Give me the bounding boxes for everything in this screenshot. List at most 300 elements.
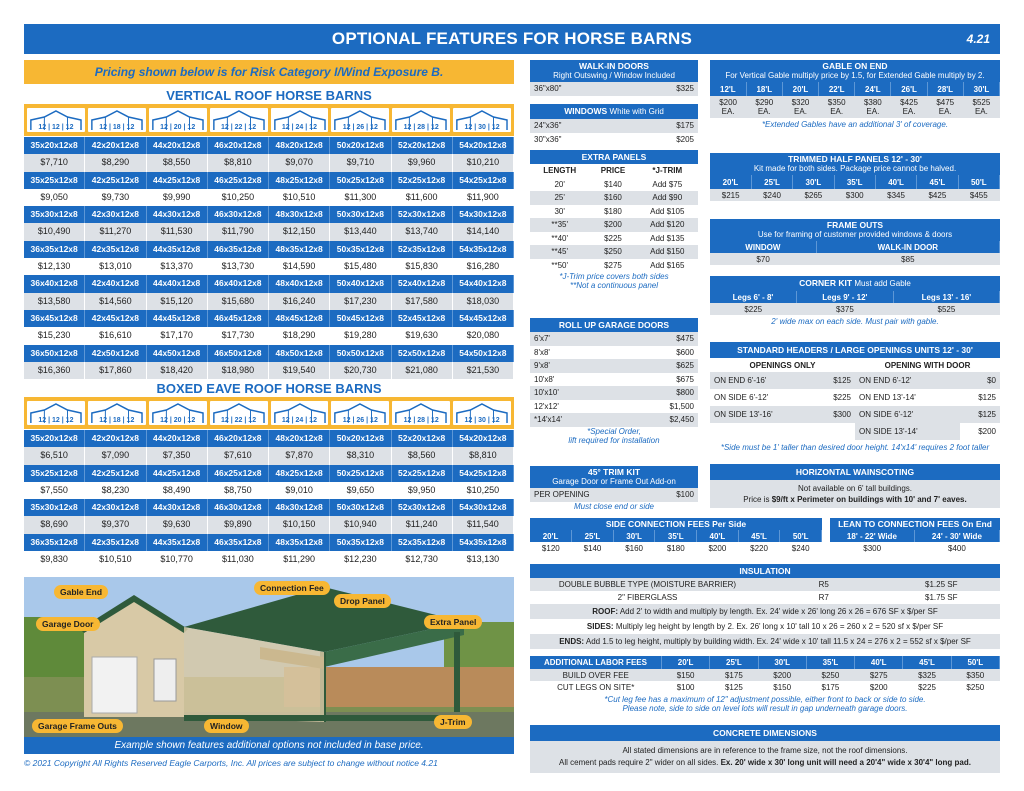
price-cell: $9,650 — [330, 482, 391, 499]
price-row — [24, 362, 514, 379]
table-row — [530, 591, 1000, 604]
table-row — [710, 389, 1000, 406]
size-cell: 42x25x12x8 — [85, 172, 146, 189]
price-cell: $17,580 — [392, 293, 453, 310]
size-cell: 42x20x12x8 — [85, 430, 146, 447]
size-cell: 44x40x12x8 — [147, 275, 208, 292]
size-cell: 50x20x12x8 — [330, 137, 391, 154]
table-cell: 10'x10' — [530, 386, 618, 400]
copyright-notice: © 2021 Copyright All Rights Reserved Eagle Carports, Inc. All prices are subject to change without notice 4.21 — [24, 758, 438, 768]
price-cell: $17,230 — [330, 293, 391, 310]
size-cell: 52x25x12x8 — [392, 172, 453, 189]
table-row — [710, 253, 1000, 265]
size-cell: 50x35x12x8 — [330, 534, 391, 551]
table-row — [530, 245, 698, 259]
price-cell: $20,730 — [330, 362, 391, 379]
price-cell: $16,610 — [85, 327, 146, 344]
table-cell: $200 — [855, 681, 903, 693]
price-cell: $350 EA. — [819, 96, 855, 118]
price-cell: $11,540 — [453, 516, 514, 533]
price-cell: $455 — [958, 189, 999, 201]
size-cell: 44x25x12x8 — [147, 172, 208, 189]
walk-in-doors-table — [530, 60, 698, 96]
price-cell: $11,790 — [208, 223, 269, 240]
size-cell: 42x35x12x8 — [85, 534, 146, 551]
table-cell: Add $165 — [637, 259, 698, 273]
size-cell: 52x35x12x8 — [392, 534, 453, 551]
size-cell: 54x30x12x8 — [453, 499, 514, 516]
table-row — [530, 373, 698, 387]
table-cell: $1,500 — [618, 400, 698, 414]
size-cell: 50x35x12x8 — [330, 241, 391, 258]
trimmed-half-panels-table: TRIMMED HALF PANELS 12' - 30' Kit made for both sides. Package price cannot be halved. 20'L 25'L 30'L 35'L 40'L 45'L 50'L $215 $240 $265 $300 $345 $425 $455 — [710, 153, 1000, 201]
price-cell: $16,240 — [269, 293, 330, 310]
column-header: 24'L — [855, 82, 891, 96]
size-cell: 54x30x12x8 — [453, 206, 514, 223]
table-row — [530, 400, 698, 414]
table-cell: R7 — [765, 591, 883, 604]
size-cell: 48x45x12x8 — [269, 310, 330, 327]
size-cell: 48x30x12x8 — [269, 206, 330, 223]
extra-panels-note: *J-Trim price covers both sides — [559, 272, 669, 281]
price-cell: $11,030 — [208, 551, 269, 568]
price-cell: $70 — [710, 253, 816, 265]
label-extra-panel: Extra Panel — [424, 615, 482, 629]
price-cell: $9,890 — [208, 516, 269, 533]
column-header: 50'L — [951, 656, 999, 669]
barn-width-label: 12 | 20 | 12 — [160, 124, 196, 131]
table-row — [710, 372, 1000, 389]
price-cell: $200 EA. — [710, 96, 746, 118]
column-header: 20'L — [782, 82, 818, 96]
column-header: 20'L — [530, 530, 572, 542]
price-cell: $19,630 — [392, 327, 453, 344]
size-cell: 46x20x12x8 — [208, 137, 269, 154]
price-cell: $215 — [710, 189, 751, 201]
column-header: 35'L — [655, 530, 697, 542]
table-header-row — [710, 358, 1000, 372]
table-row — [710, 423, 1000, 440]
price-cell: $11,240 — [392, 516, 453, 533]
table-cell: $800 — [618, 386, 698, 400]
label-drop-panel: Drop Panel — [334, 594, 391, 608]
size-row — [24, 275, 514, 292]
price-cell: $10,250 — [208, 189, 269, 206]
table-row — [710, 303, 1000, 315]
table-header-row — [710, 175, 1000, 189]
table-cell: 9'x8' — [530, 359, 618, 373]
table-cell: DOUBLE BUBBLE TYPE (MOISTURE BARRIER) — [530, 578, 765, 591]
table-cell: $600 — [618, 346, 698, 360]
table-row — [530, 218, 698, 232]
concrete-dimensions: CONCRETE DIMENSIONS All stated dimensions are in reference to the frame size, not the roof dimensions. All cement pads require 2" wider on all sides. Ex. 20' wide x 30' long unit will need a 20'4" wide x 30'4" long pad. — [530, 725, 1000, 773]
barn-width-label: 12 | 26 | 12 — [342, 124, 378, 131]
price-cell: $525 — [893, 303, 999, 315]
price-cell: $180 — [655, 542, 697, 554]
price-cell: $300 — [834, 189, 875, 201]
size-cell: 44x30x12x8 — [147, 499, 208, 516]
price-cell: $9,830 — [24, 551, 85, 568]
column-header: ADDITIONAL LABOR FEES — [530, 656, 661, 669]
price-row — [24, 258, 514, 275]
size-cell: 46x35x12x8 — [208, 534, 269, 551]
size-cell: 35x25x12x8 — [24, 465, 85, 482]
price-cell: $265 — [793, 189, 834, 201]
column-header: 12'L — [710, 82, 746, 96]
table-cell: ON SIDE 6'-12' — [855, 406, 960, 423]
table-cell: $250 — [951, 681, 999, 693]
column-header: 45'L — [917, 175, 958, 189]
table-cell: $200 — [589, 218, 636, 232]
size-cell: 42x50x12x8 — [85, 345, 146, 362]
table-row — [530, 681, 1000, 693]
size-row — [24, 534, 514, 551]
table-cell: $125 — [710, 681, 758, 693]
size-cell: 54x35x12x8 — [453, 534, 514, 551]
table-row — [530, 119, 698, 133]
size-cell: 36x45x12x8 — [24, 310, 85, 327]
price-cell: $225 — [710, 303, 796, 315]
table-cell: $100 — [661, 681, 709, 693]
label-gable-end: Gable End — [54, 585, 108, 599]
price-cell: $8,550 — [147, 154, 208, 171]
label-garage-door: Garage Door — [36, 617, 100, 631]
table-cell: Add $105 — [637, 205, 698, 219]
size-cell: 50x30x12x8 — [330, 499, 391, 516]
barn-profile-icon — [392, 108, 450, 132]
size-cell: 36x35x12x8 — [24, 534, 85, 551]
size-cell: 52x45x12x8 — [392, 310, 453, 327]
column-header: 22'L — [819, 82, 855, 96]
table-cell: $225 — [903, 681, 951, 693]
column-header: Legs 9' - 12' — [796, 291, 893, 303]
table-cell: $205 — [627, 133, 698, 147]
price-cell: $8,690 — [24, 516, 85, 533]
column-header: OPENING WITH DOOR — [855, 358, 1000, 372]
label-window: Window — [204, 719, 249, 733]
size-cell: 48x30x12x8 — [269, 499, 330, 516]
table-cell: *14'x14' — [530, 413, 618, 427]
table-row — [530, 191, 698, 205]
size-cell: 44x20x12x8 — [147, 430, 208, 447]
size-cell: 52x20x12x8 — [392, 137, 453, 154]
price-cell: $10,510 — [85, 551, 146, 568]
size-cell: 35x20x12x8 — [24, 430, 85, 447]
barn-profile-icon — [331, 108, 389, 132]
size-cell: 48x25x12x8 — [269, 172, 330, 189]
size-cell: 52x20x12x8 — [392, 430, 453, 447]
table-cell: $125 — [960, 406, 1000, 423]
table-cell: $225 — [815, 389, 855, 406]
size-cell: 35x30x12x8 — [24, 206, 85, 223]
table-cell: 8'x8' — [530, 346, 618, 360]
size-cell: 50x45x12x8 — [330, 310, 391, 327]
price-cell: $8,490 — [147, 482, 208, 499]
insulation-table: INSULATION DOUBLE BUBBLE TYPE (MOISTURE BARRIER) R5 $1.25 SF 2" FIBERGLASS R7 $1.75 SF ROOF: Add 2' to width and multiply by length. Ex. 24' wide x 26' long 26 x 26 = 676 SF x $/per SF SIDES: Multiply leg height by length by 2. Ex. 26' long x 10' tall 10 x 26 = 260 x 2 = 520 sf x $/per SF ENDS: Add 1.5 to leg height, multiply by building width. Ex. 24' wide x 10' tall 11.5 x 24 = 276 x 2 = 552 sf x $/per SF — [530, 564, 1000, 649]
size-cell: 42x25x12x8 — [85, 465, 146, 482]
frame-outs-table: FRAME OUTS Use for framing of customer provided windows & doors WINDOW WALK-IN DOOR $70 $85 — [710, 219, 1000, 265]
gable-on-end-table: GABLE ON END For Vertical Gable multiply price by 1.5, for Extended Gable multiply by 2. 12'L 18'L 20'L 22'L 24'L 26'L 28'L 30'L $200 EA. $290 EA. $320 EA. $350 EA. $380 EA. $425 EA. $475 EA. $525 EA. *Extended Gables have an additional 3' of coverage. — [710, 60, 1000, 129]
size-cell: 42x45x12x8 — [85, 310, 146, 327]
size-cell: 44x35x12x8 — [147, 534, 208, 551]
table-header-row — [710, 291, 1000, 303]
table-cell: 25' — [530, 191, 589, 205]
column-header: 35'L — [834, 175, 875, 189]
table-cell: Add $75 — [637, 178, 698, 192]
trim-kit-table: 45° TRIM KIT Garage Door or Frame Out Add-on PER OPENING $100 Must close end or side — [530, 466, 698, 511]
table-row — [530, 232, 698, 246]
column-header: 25'L — [572, 530, 614, 542]
table-cell: $1.75 SF — [883, 591, 1001, 604]
vertical-roof-title: VERTICAL ROOF HORSE BARNS — [166, 88, 372, 103]
barn-profile-icon — [453, 401, 511, 425]
size-cell: 46x40x12x8 — [208, 275, 269, 292]
table-cell: $1.25 SF — [883, 578, 1001, 591]
size-cell: 36x50x12x8 — [24, 345, 85, 362]
table-row — [530, 669, 1000, 681]
size-row — [24, 310, 514, 327]
size-cell: 35x20x12x8 — [24, 137, 85, 154]
table-cell: 30"x36" — [530, 133, 627, 147]
price-cell: $15,120 — [147, 293, 208, 310]
table-cell — [710, 423, 815, 440]
price-cell: $18,420 — [147, 362, 208, 379]
table-cell: **45' — [530, 245, 589, 259]
size-cell: 54x25x12x8 — [453, 465, 514, 482]
size-cell: 52x30x12x8 — [392, 206, 453, 223]
table-row — [530, 133, 698, 147]
barn-width-label: 12 | 28 | 12 — [403, 417, 439, 424]
price-cell: $15,680 — [208, 293, 269, 310]
size-cell: 44x50x12x8 — [147, 345, 208, 362]
vertical-roof-price-grid — [24, 137, 514, 379]
table-cell: $275 — [589, 259, 636, 273]
price-cell: $475 EA. — [927, 96, 963, 118]
price-cell: $10,940 — [330, 516, 391, 533]
barn-profile-icon — [210, 108, 268, 132]
price-cell: $12,730 — [392, 551, 453, 568]
table-cell: $140 — [589, 178, 636, 192]
size-row — [24, 499, 514, 516]
barn-width-label: 12 | 18 | 12 — [99, 124, 135, 131]
size-cell: 42x20x12x8 — [85, 137, 146, 154]
table-cell: $675 — [618, 373, 698, 387]
price-cell: $15,230 — [24, 327, 85, 344]
table-row — [530, 359, 698, 373]
size-cell: 36x40x12x8 — [24, 275, 85, 292]
table-header-row — [710, 82, 1000, 96]
price-cell: $290 EA. — [746, 96, 782, 118]
table-cell: 2" FIBERGLASS — [530, 591, 765, 604]
price-row — [24, 447, 514, 464]
size-cell: 46x50x12x8 — [208, 345, 269, 362]
size-cell: 52x25x12x8 — [392, 465, 453, 482]
price-cell: $11,530 — [147, 223, 208, 240]
price-cell: $18,030 — [453, 293, 514, 310]
price-cell: $11,270 — [85, 223, 146, 240]
price-cell: $13,370 — [147, 258, 208, 275]
table-cell: $625 — [618, 359, 698, 373]
extra-panels-note-2: **Not a continuous panel — [569, 281, 659, 290]
column-header: 25'L — [751, 175, 792, 189]
price-cell: $14,140 — [453, 223, 514, 240]
table-cell: $2,450 — [618, 413, 698, 427]
table-cell: CUT LEGS ON SITE* — [530, 681, 661, 693]
price-cell: $12,230 — [330, 551, 391, 568]
table-cell: $125 — [960, 389, 1000, 406]
column-header: 45'L — [738, 530, 780, 542]
size-cell: 48x25x12x8 — [269, 465, 330, 482]
column-header: 30'L — [758, 656, 806, 669]
barn-profile-icon — [149, 401, 207, 425]
price-cell: $8,810 — [208, 154, 269, 171]
size-cell: 54x50x12x8 — [453, 345, 514, 362]
column-header: 18'L — [746, 82, 782, 96]
size-cell: 48x20x12x8 — [269, 430, 330, 447]
walk-in-price: $325 — [627, 82, 698, 96]
price-cell: $13,580 — [24, 293, 85, 310]
size-cell: 44x20x12x8 — [147, 137, 208, 154]
price-cell: $9,710 — [330, 154, 391, 171]
table-cell: 10'x8' — [530, 373, 618, 387]
price-cell: $13,130 — [453, 551, 514, 568]
column-header: 30'L — [613, 530, 655, 542]
price-cell: $7,610 — [208, 447, 269, 464]
table-row — [530, 346, 698, 360]
table-cell: 30' — [530, 205, 589, 219]
table-cell: ON END 6'-16' — [710, 372, 815, 389]
price-cell: $19,540 — [269, 362, 330, 379]
table-cell: Add $150 — [637, 245, 698, 259]
size-cell: 48x50x12x8 — [269, 345, 330, 362]
price-cell: $300 — [830, 542, 914, 554]
barn-profile-icon — [88, 401, 146, 425]
price-cell: $10,510 — [269, 189, 330, 206]
table-cell: $175 — [710, 669, 758, 681]
price-cell: $10,250 — [453, 482, 514, 499]
table-cell: $150 — [758, 681, 806, 693]
table-cell: **35' — [530, 218, 589, 232]
label-connection-fee: Connection Fee — [254, 581, 330, 595]
table-row — [710, 96, 1000, 118]
price-row — [24, 293, 514, 310]
price-cell: $345 — [875, 189, 916, 201]
barn-width-label: 12 | 28 | 12 — [403, 124, 439, 131]
pricing-note: Pricing shown below is for Risk Category I/Wind Exposure B. — [24, 60, 514, 84]
barn-profile-icon — [149, 108, 207, 132]
size-cell: 42x40x12x8 — [85, 275, 146, 292]
price-cell: $425 — [917, 189, 958, 201]
price-cell: $15,830 — [392, 258, 453, 275]
column-header: 28'L — [927, 82, 963, 96]
price-cell: $8,560 — [392, 447, 453, 464]
price-cell: $13,440 — [330, 223, 391, 240]
size-cell: 54x35x12x8 — [453, 241, 514, 258]
price-cell: $8,810 — [453, 447, 514, 464]
table-cell: $225 — [589, 232, 636, 246]
barn-profile-icon — [453, 108, 511, 132]
roll-up-doors-table: ROLL UP GARAGE DOORS 6'x7' $475 8'x8' $600 9'x8' $625 10'x8' $675 10'x10' $800 12'x12' $1,500 *14'x14' $2,450 *Special Order, lift required for installation — [530, 318, 698, 445]
table-cell: $150 — [661, 669, 709, 681]
price-cell: $9,050 — [24, 189, 85, 206]
barn-width-label: 12 | 22 | 12 — [221, 124, 257, 131]
table-cell: Add $135 — [637, 232, 698, 246]
table-header-row — [530, 656, 1000, 669]
price-cell: $200 — [697, 542, 739, 554]
column-header: 40'L — [697, 530, 739, 542]
barn-profile-icon — [331, 401, 389, 425]
column-header: 30'L — [793, 175, 834, 189]
extra-panels-table: EXTRA PANELS LENGTH PRICE *J-TRIM 20' $140 Add $75 25' $160 Add $90 30' $180 Add $105 **35' $200 Add $120 **40' $225 Add $135 **45' $250 Add $150 **50' $275 Add $165 *J-Trim price covers both sides **Not a continuous panel — [530, 150, 698, 290]
price-cell: $320 EA. — [782, 96, 818, 118]
column-header: 30'L — [963, 82, 999, 96]
price-cell: $380 EA. — [855, 96, 891, 118]
column-header: OPENINGS ONLY — [710, 358, 855, 372]
table-cell: $250 — [806, 669, 854, 681]
size-cell: 42x30x12x8 — [85, 499, 146, 516]
table-cell: ON END 6'-12' — [855, 372, 960, 389]
size-row — [24, 241, 514, 258]
price-cell: $375 — [796, 303, 893, 315]
table-cell: $180 — [589, 205, 636, 219]
table-header-row — [710, 241, 1000, 253]
column-header: 24' - 30' Wide — [914, 530, 999, 542]
additional-labor-fees-table: ADDITIONAL LABOR FEES 20'L 25'L 30'L 35'L 40'L 45'L 50'L BUILD OVER FEE $150 $175 $200 $250 $275 $325 $350 CUT LEGS ON SITE* $100 $125 $150 $175 $200 $225 $250 *Cut leg fee has a maximum of 12" adjustment possible, either front to back or side to side. Please note, side to side on level lots will result in gap underneath garage doors. — [530, 656, 1000, 713]
price-cell: $17,730 — [208, 327, 269, 344]
size-cell: 52x50x12x8 — [392, 345, 453, 362]
table-row — [530, 386, 698, 400]
table-cell: $200 — [758, 669, 806, 681]
table-cell: **40' — [530, 232, 589, 246]
size-cell: 54x20x12x8 — [453, 137, 514, 154]
price-cell: $9,990 — [147, 189, 208, 206]
barn-profile-icon — [210, 401, 268, 425]
price-cell: $14,560 — [85, 293, 146, 310]
barn-width-label: 12 | 26 | 12 — [342, 417, 378, 424]
table-cell: ON END 13'-14' — [855, 389, 960, 406]
table-row — [710, 189, 1000, 201]
label-garage-frame-outs: Garage Frame Outs — [32, 719, 123, 733]
table-cell: $300 — [815, 406, 855, 423]
price-cell: $7,550 — [24, 482, 85, 499]
size-cell: 48x35x12x8 — [269, 534, 330, 551]
column-header: 25'L — [710, 656, 758, 669]
price-cell: $8,290 — [85, 154, 146, 171]
size-cell: 54x20x12x8 — [453, 430, 514, 447]
barn-width-label: 12 | 22 | 12 — [221, 417, 257, 424]
barn-profile-icon — [27, 401, 85, 425]
barn-profile-icon — [392, 401, 450, 425]
size-cell: 44x45x12x8 — [147, 310, 208, 327]
price-row — [24, 551, 514, 568]
table-row — [710, 406, 1000, 423]
boxed-eave-icon-row — [24, 397, 514, 429]
price-cell: $7,710 — [24, 154, 85, 171]
size-cell: 46x30x12x8 — [208, 206, 269, 223]
size-cell: 44x25x12x8 — [147, 465, 208, 482]
size-row — [24, 172, 514, 189]
size-cell: 50x25x12x8 — [330, 465, 391, 482]
price-cell: $7,090 — [85, 447, 146, 464]
column-header: LENGTH — [530, 164, 589, 178]
corner-kit-table: CORNER KIT Must add Gable Legs 6' - 8' Legs 9' - 12' Legs 13' - 16' $225 $375 $525 2' wide max on each side. Must pair with gable. — [710, 276, 1000, 326]
size-cell: 46x45x12x8 — [208, 310, 269, 327]
price-row — [24, 516, 514, 533]
price-cell: $14,590 — [269, 258, 330, 275]
table-cell: $200 — [960, 423, 1000, 440]
size-cell: 46x25x12x8 — [208, 172, 269, 189]
column-header: 40'L — [855, 656, 903, 669]
